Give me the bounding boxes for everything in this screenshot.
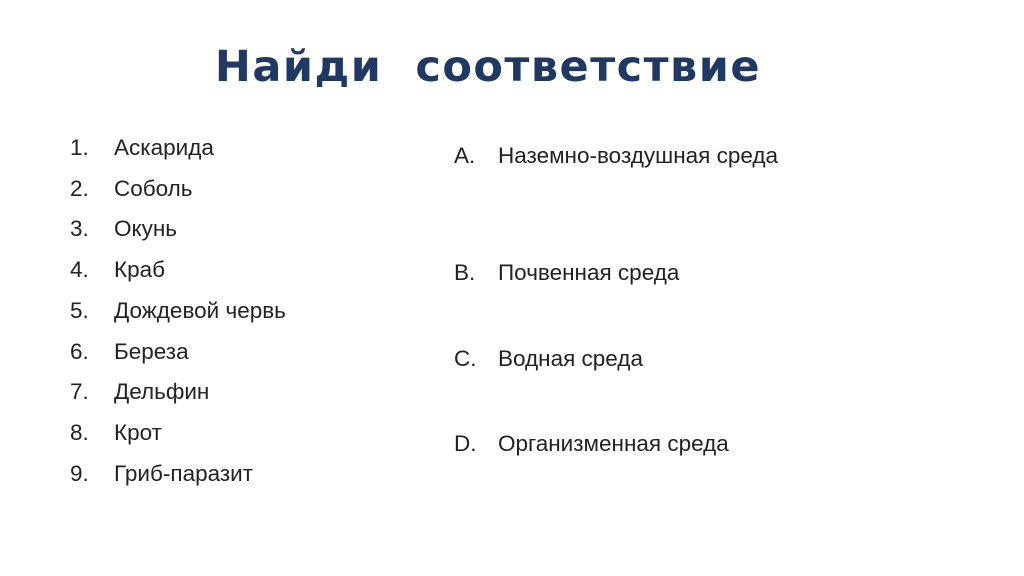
list-item [454, 257, 798, 289]
list-item [70, 413, 286, 454]
item-number: 9. [70, 460, 89, 486]
item-letter: D. [454, 431, 477, 456]
list-item [70, 250, 286, 291]
item-text: Дождевой червь [114, 297, 286, 323]
item-letter: C. [454, 346, 477, 371]
item-number: 2. [70, 175, 89, 201]
list-item [70, 372, 286, 413]
item-letter: B. [454, 260, 476, 285]
list-item [70, 331, 286, 372]
organisms-list [70, 128, 286, 494]
item-letter: A. [454, 143, 476, 168]
item-number: 4. [70, 257, 89, 283]
item-number: 6. [70, 338, 89, 364]
item-number: 1. [70, 135, 89, 161]
list-item [70, 169, 286, 210]
list-item [454, 428, 798, 460]
item-text: Краб [114, 257, 166, 283]
list-item [70, 128, 286, 169]
item-number: 7. [70, 379, 89, 405]
item-text: Почвенная среда [498, 260, 680, 285]
item-text: Гриб-паразит [114, 460, 254, 486]
item-text: Береза [114, 338, 189, 364]
item-text: Водная среда [498, 346, 643, 371]
list-item [454, 343, 798, 375]
item-text: Организменная среда [498, 431, 729, 456]
item-number: 5. [70, 297, 89, 323]
item-number: 8. [70, 419, 89, 445]
item-text: Аскарида [114, 135, 214, 161]
item-number: 3. [70, 216, 89, 242]
list-item [70, 291, 286, 332]
item-text: Наземно-воздушная среда [498, 143, 778, 168]
list-item [70, 454, 286, 495]
item-text: Окунь [114, 216, 177, 242]
item-text: Дельфин [114, 379, 210, 405]
slide-title: Найди соответствие [214, 42, 762, 92]
list-item [454, 140, 798, 172]
list-item [70, 209, 286, 250]
item-text: Соболь [114, 175, 193, 201]
item-text: Крот [114, 419, 162, 445]
